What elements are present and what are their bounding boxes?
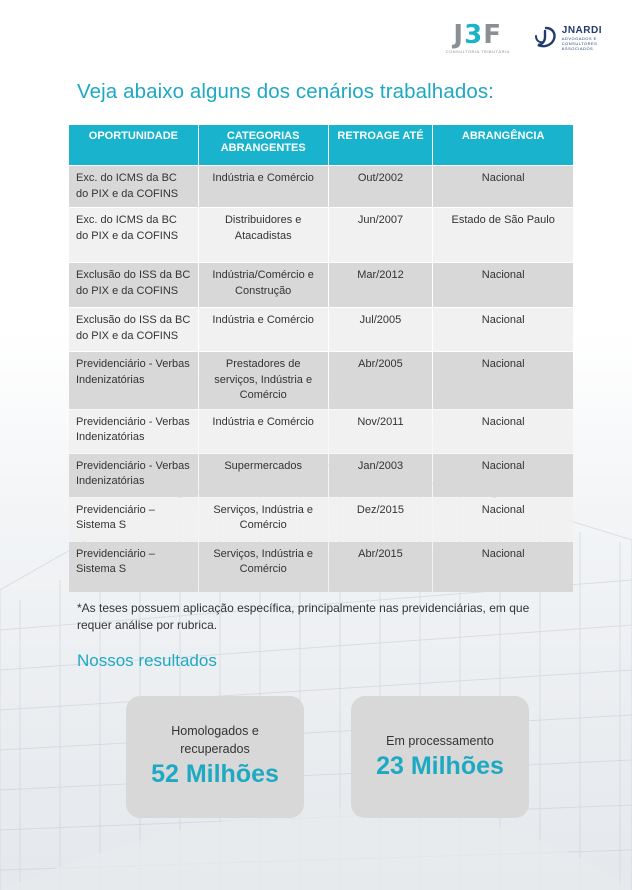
cell-retroage: Abr/2005 [329,352,433,409]
table-row [69,208,573,262]
header-abrangencia: ABRANGÊNCIA [433,125,573,165]
cell-retroage: Nov/2011 [329,410,433,453]
cell-oportunidade: Previdenciário - Verbas Indenizatórias [69,454,198,497]
footnote: *As teses possuem aplicação específica, principalmente nas previdenciárias, em que requer análise por rubrica. [77,601,530,632]
jnardi-logo-sub-2: CONSULTORES [561,41,598,46]
cell-retroage: Out/2002 [329,166,433,207]
cell-categorias: Prestadores de serviços, Indústria e Comércio [199,352,328,409]
header-categorias: CATEGORIAS ABRANGENTES [199,125,328,165]
jnardi-logo-sub-1: ADVOGADOS E [561,36,597,41]
cell-retroage: Dez/2015 [329,498,433,541]
cell-categorias: Indústria e Comércio [199,410,328,453]
jnardi-logo-name: JNARDI [561,25,602,36]
cell-retroage: Abr/2015 [329,542,433,592]
header-retroage: RETROAGE ATÉ [329,125,433,165]
cell-categorias: Distribuidores e Atacadistas [199,208,328,262]
table-header-row [69,125,573,165]
cell-retroage: Jul/2005 [329,308,433,351]
cell-oportunidade: Previdenciário - Verbas Indenizatórias [69,410,198,453]
results-title: Nossos resultados [77,651,217,670]
header-logos [446,22,602,54]
table-row [69,498,573,541]
table-row [69,410,573,453]
cell-categorias: Serviços, Indústria e Comércio [199,542,328,592]
result-card-value: 23 Milhões [376,752,504,780]
cell-abrangencia: Nacional [433,166,573,207]
cell-retroage: Mar/2012 [329,263,433,307]
jnardi-logo [532,25,602,51]
cell-retroage: Jan/2003 [329,454,433,497]
cell-abrangencia: Nacional [433,498,573,541]
cell-abrangencia: Nacional [433,263,573,307]
cell-oportunidade: Previdenciário – Sistema S [69,542,198,592]
table-row [69,308,573,351]
cell-categorias: Indústria e Comércio [199,308,328,351]
cell-oportunidade: Exc. do ICMS da BC do PIX e da COFINS [69,208,198,262]
result-card-processing [351,696,529,818]
cell-abrangencia: Estado de São Paulo [433,208,573,262]
table-row [69,454,573,497]
cell-categorias: Serviços, Indústria e Comércio [199,498,328,541]
cell-oportunidade: Previdenciário – Sistema S [69,498,198,541]
cell-abrangencia: Nacional [433,410,573,453]
table-row [69,166,573,207]
cell-oportunidade: Exc. do ICMS da BC do PIX e da COFINS [69,166,198,207]
cell-abrangencia: Nacional [433,352,573,409]
j3f-logo [446,22,510,54]
result-card-label: Em processamento [386,734,494,748]
scenarios-table [68,124,574,593]
header-oportunidade: OPORTUNIDADE [69,125,198,165]
table-row [69,542,573,592]
cell-oportunidade: Previdenciário - Verbas Indenizatórias [69,352,198,409]
result-card-value: 52 Milhões [151,760,279,788]
j3f-logo-mark: J3F [453,20,502,50]
jnardi-logo-sub-3: ASSOCIADOS [561,46,594,51]
result-card-recovered [126,696,304,818]
cell-oportunidade: Exclusão do ISS da BC do PIX e da COFINS [69,308,198,351]
result-card-label: Homologados e recuperados [171,724,259,756]
table-row [69,263,573,307]
cell-categorias: Indústria e Comércio [199,166,328,207]
jnardi-emblem-icon [532,26,558,50]
cell-categorias: Supermercados [199,454,328,497]
page-title: Veja abaixo alguns dos cenários trabalhados: [77,80,494,103]
cell-abrangencia: Nacional [433,542,573,592]
cell-categorias: Indústria/Comércio e Construção [199,263,328,307]
cell-abrangencia: Nacional [433,454,573,497]
table-row [69,352,573,409]
cell-abrangencia: Nacional [433,308,573,351]
cell-retroage: Jun/2007 [329,208,433,262]
cell-oportunidade: Exclusão do ISS da BC do PIX e da COFINS [69,263,198,307]
j3f-logo-subtitle: CONSULTORIA TRIBUTÁRIA [445,49,510,54]
